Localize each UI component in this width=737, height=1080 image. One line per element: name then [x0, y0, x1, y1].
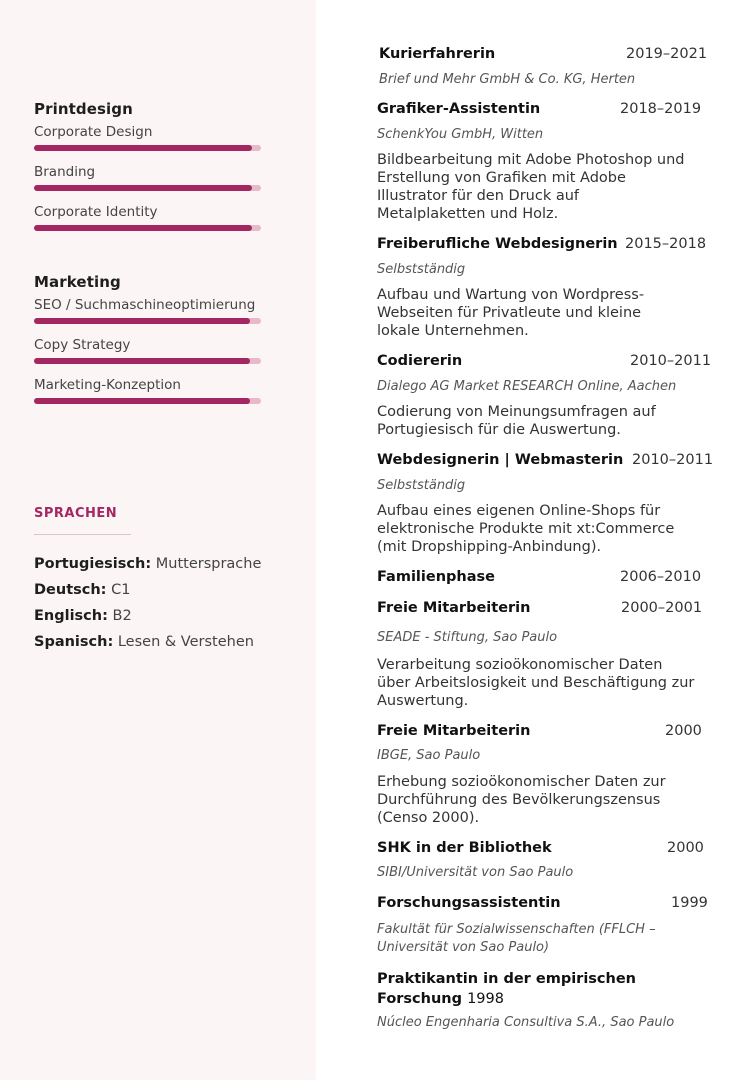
language-name: Deutsch:	[34, 582, 107, 598]
skill-level-bar	[34, 145, 261, 151]
experience-entry	[377, 569, 709, 585]
job-years: 2010–2011	[632, 452, 714, 468]
experience-entry	[377, 895, 709, 955]
job-title-text: Praktikantin in der empirischen Forschung	[377, 971, 637, 1007]
skill-level-fill	[34, 318, 250, 324]
job-years: 2019–2021	[626, 46, 708, 62]
job-company: Brief und Mehr GmbH & Co. KG, Herten	[379, 72, 636, 87]
skill-level-bar	[34, 398, 261, 404]
skill-group-marketing	[34, 273, 274, 415]
skill-item	[34, 202, 274, 242]
job-company: Selbstständig	[377, 262, 466, 277]
sidebar	[0, 0, 316, 1080]
skill-level-bar	[34, 358, 261, 364]
job-company: SIBI/Universität von Sao Paulo	[377, 865, 574, 880]
skill-item	[34, 335, 274, 375]
languages-heading: SPRACHEN	[34, 506, 118, 521]
language-name: Englisch:	[34, 608, 108, 624]
skill-item	[34, 375, 274, 415]
job-company: SchenkYou GmbH, Witten	[377, 127, 544, 142]
skill-level-fill	[34, 358, 250, 364]
job-years: 2018–2019	[620, 101, 702, 117]
skill-group-title: Printdesign	[34, 100, 133, 118]
skill-name: Marketing-Konzeption	[34, 377, 181, 393]
job-years: 2010–2011	[630, 353, 712, 369]
job-title: Kurierfahrerin	[379, 46, 496, 62]
skill-item	[34, 295, 274, 335]
job-years: 2000–2001	[621, 600, 703, 616]
job-title: Codiererin	[377, 353, 463, 369]
language-item	[34, 556, 304, 582]
skill-item	[34, 162, 274, 202]
experience-entry	[377, 353, 712, 438]
job-company: SEADE - Stiftung, Sao Paulo	[377, 630, 558, 645]
job-title: Grafiker-Assistentin	[377, 101, 541, 117]
job-title: Webdesignerin | Webmasterin	[377, 452, 624, 468]
experience-entry	[377, 723, 709, 826]
experience-entry	[377, 236, 709, 339]
language-level: Muttersprache	[155, 556, 262, 572]
skill-level-bar	[34, 225, 261, 231]
skill-item	[34, 122, 274, 162]
experience-entry	[377, 101, 709, 222]
experience-entry	[377, 840, 709, 880]
job-years: 1999	[671, 895, 708, 911]
job-description: Erhebung sozioökonomischer Daten zur Durchführung des Bevölkerungszensus (Censo 2000).	[377, 774, 666, 826]
job-years: 1998	[467, 991, 504, 1007]
language-item	[34, 634, 304, 660]
skill-level-bar	[34, 318, 261, 324]
language-name: Spanisch:	[34, 634, 114, 650]
languages-divider	[34, 534, 131, 535]
job-company: IBGE, Sao Paulo	[377, 748, 481, 763]
language-level: B2	[112, 608, 132, 624]
job-title	[377, 969, 677, 1009]
skill-level-fill	[34, 398, 250, 404]
job-company: Fakultät für Sozialwissenschaften (FFLCH – Universität von Sao Paulo)	[377, 922, 656, 955]
job-title: SHK in der Bibliothek	[377, 840, 552, 856]
experience-entry	[377, 600, 709, 709]
job-company: Núcleo Engenharia Consultiva S.A., Sao Paulo	[377, 1015, 675, 1030]
job-description: Codierung von Meinungsumfragen auf Portugiesisch für die Auswertung.	[377, 404, 656, 438]
language-item	[34, 582, 304, 608]
job-description: Verarbeitung sozioökonomischer Daten über Arbeitslosigkeit und Beschäftigung zur Auswertung.	[377, 657, 695, 709]
skill-name: Corporate Design	[34, 124, 153, 140]
skill-name: SEO / Suchmaschineoptimierung	[34, 297, 256, 313]
job-years: 2015–2018	[625, 236, 707, 252]
skill-level-fill	[34, 145, 252, 151]
skill-name: Corporate Identity	[34, 204, 158, 220]
job-title: Familienphase	[377, 569, 495, 585]
language-name: Portugiesisch:	[34, 556, 152, 572]
language-level: Lesen & Verstehen	[117, 634, 254, 650]
skill-level-bar	[34, 185, 261, 191]
job-title: Freie Mitarbeiterin	[377, 600, 531, 616]
skill-group-title: Marketing	[34, 273, 121, 291]
job-years: 2000	[667, 840, 704, 856]
job-years: 2006–2010	[620, 569, 702, 585]
job-company: Selbstständig	[377, 478, 466, 493]
languages-list	[34, 556, 304, 660]
skill-name: Copy Strategy	[34, 337, 131, 353]
experience-entry	[379, 46, 711, 87]
job-title: Freiberufliche Webdesignerin	[377, 236, 618, 252]
experience-entry	[377, 969, 709, 1030]
job-years: 2000	[665, 723, 702, 739]
job-description: Bildbearbeitung mit Adobe Photoshop und Erstellung von Grafiken mit Adobe Illustrator für den Druck auf Metalplaketten und Holz.	[377, 152, 685, 222]
job-title: Freie Mitarbeiterin	[377, 723, 531, 739]
language-level: C1	[111, 582, 131, 598]
job-company: Dialego AG Market RESEARCH Online, Aachen	[377, 379, 677, 394]
experience-entry	[377, 452, 714, 555]
skill-level-fill	[34, 185, 252, 191]
language-item	[34, 608, 304, 634]
job-description: Aufbau und Wartung von Wordpress-Webseiten für Privatleute und kleine lokale Unternehmen.	[377, 287, 645, 339]
skill-level-fill	[34, 225, 252, 231]
skill-name: Branding	[34, 164, 96, 180]
job-description: Aufbau eines eigenen Online-Shops für elektronische Produkte mit xt:Commerce (mit Dropshipping-Anbindung).	[377, 503, 675, 555]
job-title: Forschungsassistentin	[377, 895, 561, 911]
skill-group-printdesign	[34, 100, 274, 242]
